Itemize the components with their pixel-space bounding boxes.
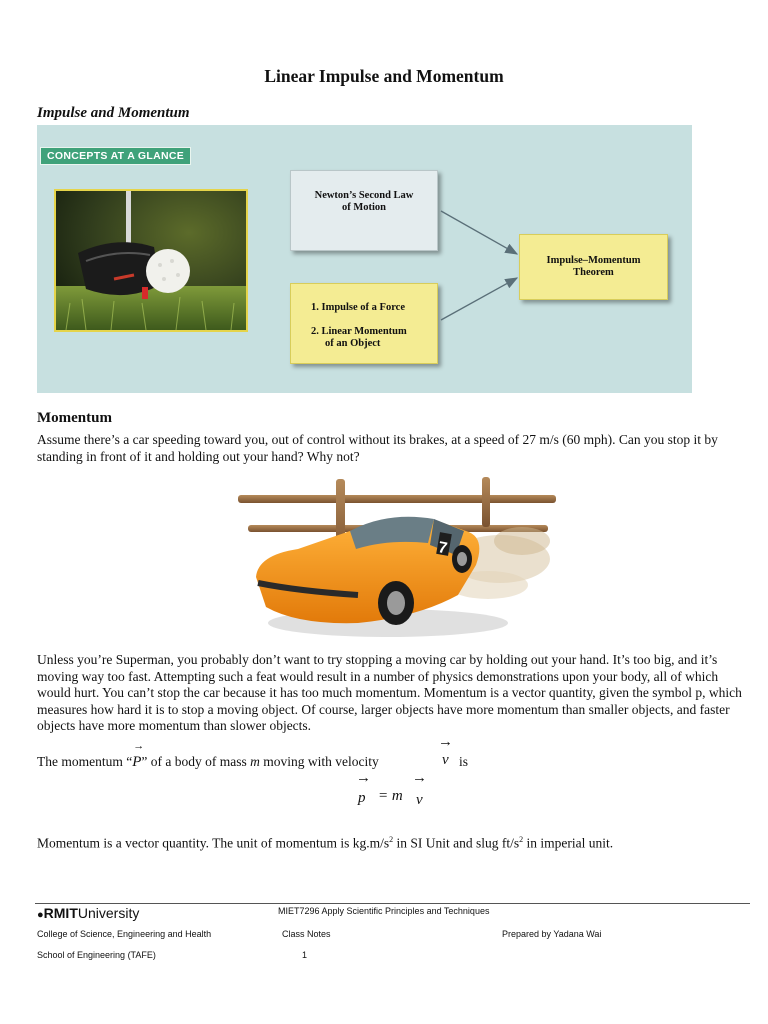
unit-text-b: . The unit of momentum is kg.m/s	[205, 835, 390, 851]
velocity-symbol: v	[442, 752, 449, 768]
footer-school: School of Engineering (TAFE)	[37, 950, 156, 960]
formula-v: v	[416, 792, 423, 808]
mass-symbol: m	[250, 754, 260, 769]
rmit-logo	[37, 905, 139, 921]
unit-text-d: in imperial unit.	[523, 835, 614, 851]
list-item-linear-momentum-line1: 2. Linear Momentum	[311, 326, 407, 337]
footer-class-notes: Class Notes	[282, 929, 331, 939]
momentum-text-d: is	[459, 754, 469, 769]
page-title: Linear Impulse and Momentum	[264, 66, 504, 86]
footer-college: College of Science, Engineering and Health	[37, 929, 212, 939]
momentum-text-b: ” of a body of mass	[141, 754, 251, 769]
momentum-formula	[340, 770, 460, 816]
unit-superscript-imperial: 2	[519, 835, 524, 844]
car-picture	[238, 475, 556, 645]
rmit-logo-mark-icon: ●	[37, 909, 44, 921]
unit-text-a: Momentum is a vector quantity	[37, 835, 206, 851]
momentum-vector-P	[132, 740, 145, 771]
svg-text:7: 7	[436, 539, 449, 558]
concept-arrows	[37, 125, 692, 393]
section-subheading: Impulse and Momentum	[37, 105, 190, 121]
momentum-symbol: P	[132, 754, 142, 770]
logo-university: University	[77, 905, 140, 921]
unit-text-c: in SI Unit and slug ft/s	[393, 835, 520, 851]
concepts-badge: CONCEPTS AT A GLANCE	[40, 147, 191, 165]
newton-box-label: Newton’s Second Law of Motion	[314, 189, 414, 213]
arrow-newton-to-theorem	[441, 211, 517, 254]
list-item-impulse: 1. Impulse of a Force	[311, 302, 406, 313]
course-title: MIET7296 Apply Scientific Principles and Techniques	[278, 906, 490, 916]
formula-p: p	[358, 790, 366, 806]
list-item-linear-momentum-line2: of an Object	[325, 338, 381, 349]
arrow-list-to-theorem	[441, 278, 517, 320]
vector-arrow-icon: →	[133, 740, 145, 752]
formula-arrow-v-icon: →	[412, 770, 427, 786]
paragraph-momentum-unit	[37, 832, 751, 852]
paragraph-superman: Unless you’re Superman, you probably don’t want to try stopping a moving car by holding out your hand. It’s too big, and it’s moving way too fast. Attempting such a feat would result in a number of physics demonstrations upon your body, all of which would hurt. You can’t stop the car because it has too much momentum. Momentum is a vector quantity, given the symbol p, which measures how hard it is to stop a moving object. Of course, larger objects have more momentum than smaller objects, and faster objects have more momentum than slower objects.	[37, 652, 742, 734]
concepts-panel	[37, 125, 692, 393]
momentum-text-a: The momentum “	[37, 754, 133, 769]
page-number: 1	[302, 950, 308, 960]
footer-prepared-by: Prepared by Yadana Wai	[502, 929, 602, 939]
formula-equals-m: = m	[378, 788, 403, 804]
velocity-arrow-icon: →	[438, 734, 453, 750]
paragraph-car-question: Assume there’s a car speeding toward you, out of control without its brakes, at a speed of 27 m/s (60 mph). Can you stop it by standing in front of it and holding out your hand? Why not?	[37, 432, 718, 464]
momentum-definition-text	[37, 740, 379, 771]
momentum-text-c: moving with velocity	[259, 754, 379, 769]
unit-superscript-si: 2	[389, 835, 394, 844]
theorem-label-line1: Impulse–Momentum	[546, 255, 641, 266]
formula-arrow-p-icon: →	[356, 770, 371, 786]
theorem-label-line2: Theorem	[573, 267, 614, 278]
footer-divider	[35, 903, 750, 904]
speeding-car-illustration	[238, 475, 556, 645]
logo-rmit: RMIT	[43, 905, 78, 921]
momentum-heading: Momentum	[37, 410, 112, 426]
